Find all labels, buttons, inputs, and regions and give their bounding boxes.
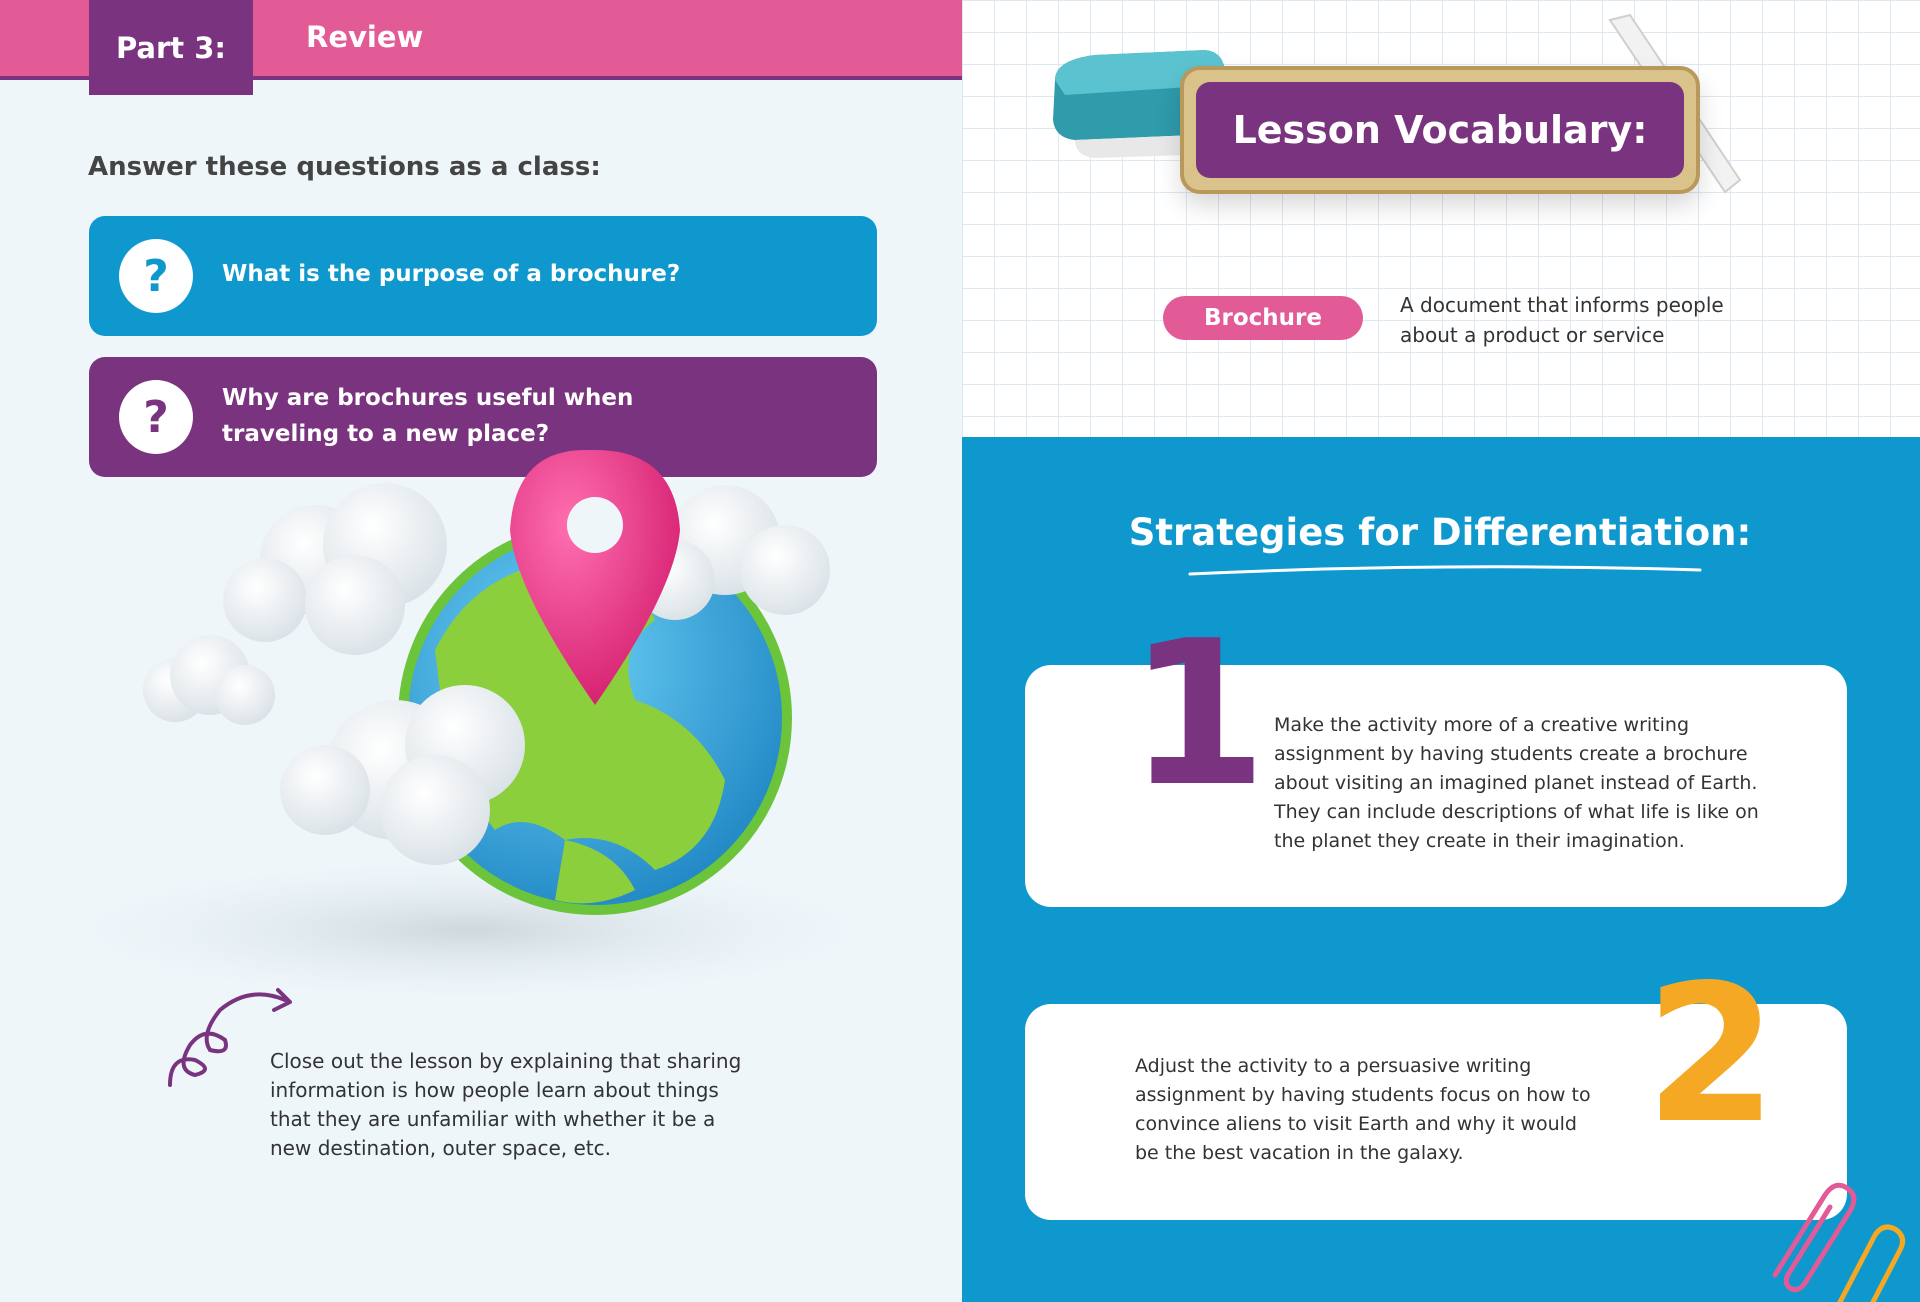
strategies-title: Strategies for Differentiation:: [1128, 511, 1752, 554]
globe-illustration: [95, 450, 875, 1010]
title-underline: [1185, 560, 1705, 580]
section-label: Review: [306, 20, 424, 54]
strategy-number-2: 2: [1645, 944, 1778, 1165]
vocabulary-banner: [1180, 66, 1700, 194]
closing-note: Close out the lesson by explaining that sharing information is how people learn about things that they are unfamiliar with whether it be a new destination, outer space, etc.: [270, 1049, 742, 1160]
strategy-text-1: Make the activity more of a creative writing assignment by having students create a brochure about visiting an imagined planet instead of Earth. They can include descriptions of what life is like on the planet they create in their imagination.: [1274, 714, 1759, 852]
part-label: Part 3:: [89, 0, 253, 95]
vocabulary-definition: A document that informs people about a product or service: [1400, 293, 1724, 347]
question-icon: ?: [119, 239, 193, 313]
vocabulary-title: Lesson Vocabulary:: [1196, 82, 1684, 178]
vocabulary-term: Brochure: [1163, 296, 1363, 340]
paperclip-icon: [1755, 1175, 1920, 1302]
question-card-1: [89, 216, 877, 336]
question-text-2: Why are brochures useful when traveling to a new place?: [222, 385, 634, 447]
question-icon: ?: [119, 380, 193, 454]
strategy-text-2: Adjust the activity to a persuasive writing assignment by having students focus on how to convince aliens to visit Earth and why it would be the best vacation in the galaxy.: [1135, 1055, 1591, 1164]
question-text-1: What is the purpose of a brochure?: [222, 261, 681, 287]
review-heading: Answer these questions as a class:: [88, 152, 601, 182]
strategy-number-1: 1: [1128, 598, 1268, 831]
